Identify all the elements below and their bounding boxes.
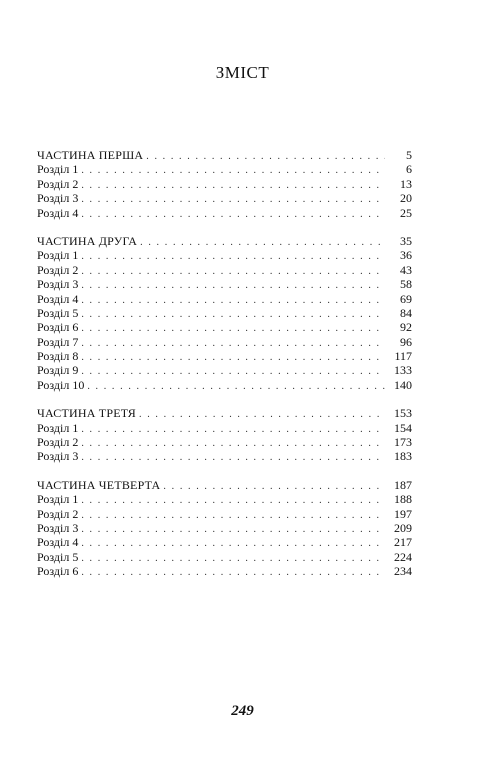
toc-chapter-label: Розділ 10	[37, 377, 85, 392]
dot-leader	[81, 294, 385, 308]
toc-chapter-entry[interactable]	[37, 378, 412, 392]
toc-chapter-entry[interactable]	[37, 349, 412, 363]
toc-chapter-entry[interactable]	[37, 206, 412, 220]
toc-chapter-label: Розділ 4	[37, 291, 79, 306]
toc-page-number: 173	[394, 435, 412, 450]
dot-leader	[81, 265, 385, 279]
toc-chapter-label: Розділ 5	[37, 305, 79, 320]
toc-page-number: 224	[394, 549, 412, 564]
dot-leader	[81, 208, 385, 222]
dot-leader	[81, 523, 385, 537]
toc-chapter-entry[interactable]	[37, 492, 412, 506]
toc-page-number: 96	[400, 334, 412, 349]
dot-leader	[81, 337, 385, 351]
toc-chapter-entry[interactable]	[37, 335, 412, 349]
toc-chapter-label: Розділ 1	[37, 492, 79, 507]
toc-page-number: 35	[400, 233, 412, 248]
toc-chapter-entry[interactable]	[37, 435, 412, 449]
page-number: 249	[231, 703, 254, 719]
dot-leader	[81, 351, 385, 365]
toc-chapter-label: Розділ 4	[37, 205, 79, 220]
toc-page-number: 183	[394, 449, 412, 464]
dot-leader	[163, 480, 385, 494]
toc-chapter-label: Розділ 6	[37, 320, 79, 335]
toc-chapter-entry[interactable]	[37, 507, 412, 521]
toc-chapter-label: Розділ 4	[37, 535, 79, 550]
toc-chapter-label: Розділ 2	[37, 435, 79, 450]
toc-page-number: 187	[394, 477, 412, 492]
toc-part-heading[interactable]	[37, 406, 412, 420]
toc-chapter-entry[interactable]	[37, 306, 412, 320]
toc-part-heading[interactable]	[37, 478, 412, 492]
toc-chapter-entry[interactable]	[37, 248, 412, 262]
toc-chapter-entry[interactable]	[37, 421, 412, 435]
toc-page-number: 20	[400, 191, 412, 206]
toc-part-label: ЧАСТИНА ТРЕТЯ	[37, 406, 137, 421]
toc-page-number: 25	[400, 205, 412, 220]
toc-chapter-label: Розділ 3	[37, 191, 79, 206]
dot-leader	[81, 365, 385, 379]
toc-page-number: 197	[394, 506, 412, 521]
toc-part-label: ЧАСТИНА ДРУГА	[37, 233, 138, 248]
table-of-contents	[37, 148, 412, 593]
toc-page-number: 13	[400, 176, 412, 191]
toc-chapter-label: Розділ 6	[37, 564, 79, 579]
toc-chapter-label: Розділ 9	[37, 363, 79, 378]
dot-leader	[81, 552, 385, 566]
toc-page-number: 209	[394, 520, 412, 535]
dot-leader	[81, 423, 385, 437]
toc-page-number: 217	[394, 535, 412, 550]
dot-leader	[81, 308, 385, 322]
dot-leader	[81, 322, 385, 336]
toc-chapter-entry[interactable]	[37, 521, 412, 535]
toc-page-number: 36	[400, 248, 412, 263]
toc-page-number: 43	[400, 262, 412, 277]
toc-part-1	[37, 148, 412, 220]
toc-page-number: 6	[406, 162, 412, 177]
toc-chapter-label: Розділ 3	[37, 520, 79, 535]
toc-part-2	[37, 234, 412, 392]
toc-page-number: 84	[400, 305, 412, 320]
dot-leader	[81, 179, 385, 193]
toc-chapter-label: Розділ 1	[37, 162, 79, 177]
toc-chapter-entry[interactable]	[37, 191, 412, 205]
toc-part-heading[interactable]	[37, 234, 412, 248]
dot-leader	[87, 380, 385, 394]
toc-page-number: 92	[400, 320, 412, 335]
toc-chapter-entry[interactable]	[37, 277, 412, 291]
dot-leader	[140, 236, 385, 250]
dot-leader	[81, 494, 385, 508]
toc-chapter-label: Розділ 2	[37, 506, 79, 521]
dot-leader	[81, 509, 385, 523]
toc-page-number: 69	[400, 291, 412, 306]
toc-chapter-label: Розділ 3	[37, 449, 79, 464]
toc-chapter-label: Розділ 8	[37, 349, 79, 364]
toc-page-number: 188	[394, 492, 412, 507]
toc-chapter-label: Розділ 7	[37, 334, 79, 349]
dot-leader	[81, 193, 385, 207]
toc-part-3	[37, 406, 412, 464]
toc-page-number: 154	[394, 420, 412, 435]
dot-leader	[81, 164, 385, 178]
toc-part-heading[interactable]	[37, 148, 412, 162]
dot-leader	[81, 566, 385, 580]
toc-chapter-entry[interactable]	[37, 535, 412, 549]
dot-leader	[146, 150, 385, 164]
toc-page-number: 58	[400, 277, 412, 292]
toc-page-number: 133	[394, 363, 412, 378]
toc-chapter-label: Розділ 1	[37, 248, 79, 263]
toc-chapter-label: Розділ 5	[37, 549, 79, 564]
toc-chapter-label: Розділ 3	[37, 277, 79, 292]
toc-part-4	[37, 478, 412, 579]
toc-page-number: 234	[394, 564, 412, 579]
toc-page-number: 140	[394, 377, 412, 392]
toc-chapter-entry[interactable]	[37, 363, 412, 377]
dot-leader	[81, 279, 385, 293]
dot-leader	[81, 250, 385, 264]
toc-chapter-entry[interactable]	[37, 263, 412, 277]
toc-chapter-entry[interactable]	[37, 449, 412, 463]
toc-chapter-label: Розділ 2	[37, 262, 79, 277]
dot-leader	[81, 537, 385, 551]
toc-chapter-entry[interactable]	[37, 550, 412, 564]
dot-leader	[81, 437, 385, 451]
toc-chapter-entry[interactable]	[37, 292, 412, 306]
toc-chapter-label: Розділ 1	[37, 420, 79, 435]
dot-leader	[139, 408, 385, 422]
toc-chapter-entry[interactable]	[37, 564, 412, 578]
toc-chapter-entry[interactable]	[37, 177, 412, 191]
toc-page-number: 153	[394, 406, 412, 421]
toc-page-number: 5	[406, 148, 412, 162]
toc-chapter-label: Розділ 2	[37, 176, 79, 191]
toc-page-number: 117	[394, 349, 412, 364]
toc-chapter-entry[interactable]	[37, 162, 412, 176]
dot-leader	[81, 451, 385, 465]
toc-part-label: ЧАСТИНА ПЕРША	[37, 148, 144, 162]
toc-chapter-entry[interactable]	[37, 320, 412, 334]
toc-part-label: ЧАСТИНА ЧЕТВЕРТА	[37, 477, 161, 492]
page-title: ЗМІСТ	[215, 63, 270, 82]
